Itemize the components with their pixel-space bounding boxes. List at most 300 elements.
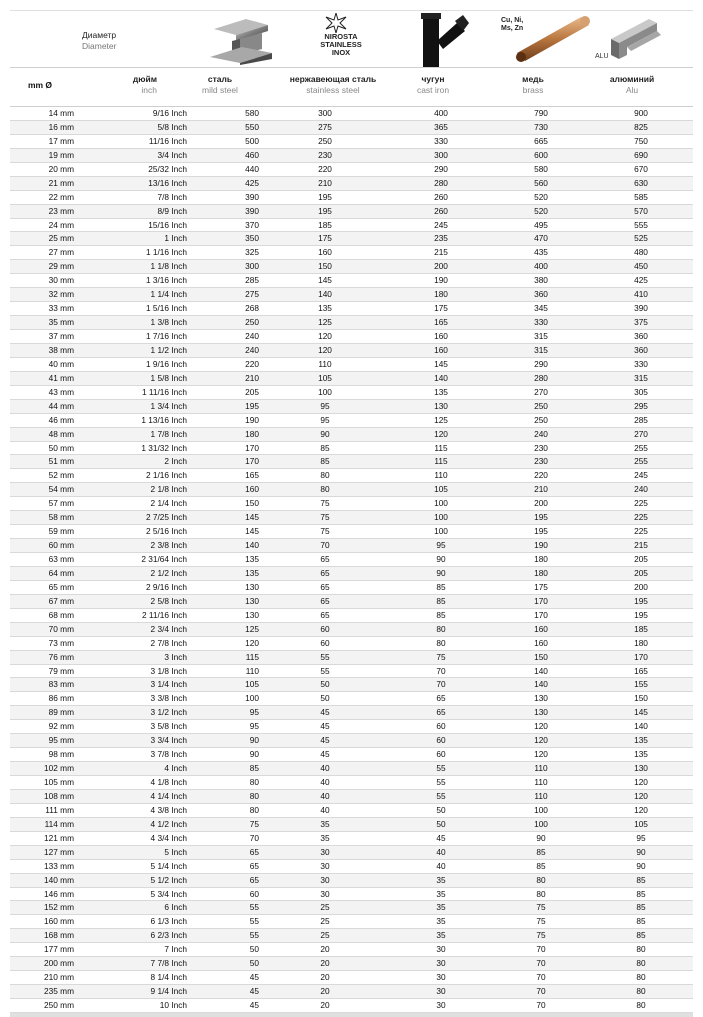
cell-alu: 245 (634, 470, 648, 481)
cell-steel: 80 (249, 804, 259, 815)
cell-mm: 32 mm (48, 289, 74, 300)
cell-alu: 85 (636, 916, 646, 927)
table-row (10, 776, 693, 790)
cell-inch: 1 7/8 Inch (150, 428, 187, 439)
cell-steel: 150 (245, 498, 259, 509)
cell-alu: 85 (636, 888, 646, 899)
table-row (10, 330, 693, 344)
cell-alu: 85 (636, 930, 646, 941)
table-row (10, 302, 693, 316)
cell-mm: 51 mm (48, 456, 74, 467)
cell-steel: 50 (249, 958, 259, 969)
cell-alu: 270 (634, 428, 648, 439)
cell-alu: 80 (636, 972, 646, 983)
table-row (10, 246, 693, 260)
cell-inch: 11/16 Inch (148, 135, 187, 146)
cell-mm: 111 mm (45, 804, 74, 815)
cell-mm: 58 mm (48, 512, 74, 523)
cell-steel: 60 (249, 888, 259, 899)
cell-inch: 1 1/2 Inch (150, 344, 187, 355)
cell-alu: 180 (634, 637, 648, 648)
cell-stainless: 195 (318, 205, 332, 216)
cell-inch: 1 7/16 Inch (145, 331, 187, 341)
table-row (10, 260, 693, 274)
table-row (10, 567, 693, 581)
cell-steel: 390 (245, 205, 259, 216)
table-row (10, 414, 693, 428)
cell-mm: 22 mm (48, 191, 74, 202)
cell-steel: 120 (245, 637, 259, 648)
cell-steel: 130 (245, 581, 259, 592)
cell-inch: 1 5/8 Inch (150, 372, 187, 383)
table-row (10, 177, 693, 191)
cell-alu: 900 (634, 108, 648, 118)
cell-castiron: 120 (434, 428, 448, 439)
col-mm-header: mm Ø (27, 80, 53, 90)
cell-brass: 75 (536, 930, 546, 941)
cell-inch: 7 Inch (164, 944, 187, 955)
cell-stainless: 230 (318, 149, 332, 160)
cell-inch: 3 3/8 Inch (150, 693, 187, 704)
cell-mm: 38 mm (48, 344, 74, 355)
cell-alu: 200 (634, 581, 648, 592)
cell-mm: 35 mm (48, 317, 74, 328)
cell-inch: 2 1/16 Inch (145, 470, 187, 481)
cell-mm: 14 mm (48, 108, 74, 118)
table-row (10, 846, 693, 860)
cell-mm: 67 mm (48, 595, 74, 606)
cell-stainless: 45 (320, 721, 330, 732)
cell-brass: 85 (536, 860, 546, 871)
cell-steel: 55 (249, 930, 259, 941)
cell-castiron: 365 (434, 121, 448, 132)
cell-steel: 70 (249, 832, 259, 843)
cell-castiron: 85 (436, 581, 446, 592)
cell-steel: 85 (249, 763, 259, 774)
cell-castiron: 95 (436, 540, 446, 551)
table-body (10, 107, 693, 1013)
cell-steel: 140 (245, 540, 259, 551)
cell-stainless: 85 (320, 442, 330, 453)
table-row (10, 205, 693, 219)
col-inch-header: дюйм inch (132, 74, 157, 95)
cell-brass: 100 (534, 818, 548, 829)
cell-inch: 1 3/8 Inch (150, 317, 187, 328)
cell-mm: 25 mm (48, 233, 74, 244)
cell-castiron: 400 (434, 108, 448, 118)
cell-castiron: 30 (436, 958, 446, 969)
cell-stainless: 75 (320, 526, 330, 537)
table-bottom-border (10, 1013, 693, 1017)
table-row (10, 344, 693, 358)
cell-alu: 450 (634, 261, 648, 272)
cell-alu: 480 (634, 247, 648, 258)
cell-mm: 33 mm (48, 303, 74, 314)
cell-castiron: 100 (434, 526, 448, 537)
cell-alu: 255 (634, 456, 648, 467)
table-row (10, 386, 693, 400)
cell-stainless: 30 (320, 860, 330, 871)
cell-castiron: 50 (436, 804, 446, 815)
cell-inch: 4 1/2 Inch (150, 818, 187, 829)
cell-castiron: 215 (434, 247, 448, 258)
cell-brass: 195 (534, 526, 548, 537)
cell-steel: 440 (245, 163, 259, 174)
table-row (10, 651, 693, 665)
cell-steel: 145 (245, 512, 259, 523)
cell-inch: 1 5/16 Inch (145, 303, 187, 314)
cell-brass: 250 (534, 400, 548, 411)
cell-brass: 120 (534, 749, 548, 760)
cell-castiron: 330 (434, 135, 448, 146)
cell-brass: 110 (534, 777, 548, 787)
cell-alu: 255 (634, 442, 648, 453)
table-row (10, 985, 693, 999)
cell-steel: 145 (245, 526, 259, 537)
aluminium-profile-icon (605, 15, 665, 61)
cell-inch: 6 1/3 Inch (150, 916, 187, 927)
cell-alu: 315 (634, 372, 648, 383)
cell-stainless: 250 (318, 135, 332, 146)
cell-stainless: 300 (318, 108, 332, 118)
cell-inch: 3 3/4 Inch (150, 735, 187, 746)
cell-brass: 560 (534, 177, 548, 188)
cell-inch: 4 Inch (164, 763, 187, 774)
cell-brass: 200 (534, 498, 548, 509)
cell-brass: 70 (536, 944, 546, 955)
cell-stainless: 60 (320, 637, 330, 648)
cell-brass: 75 (536, 902, 546, 913)
cell-steel: 425 (245, 177, 259, 188)
cell-stainless: 135 (318, 303, 332, 314)
cell-stainless: 120 (318, 344, 332, 355)
cell-inch: 5 Inch (164, 846, 187, 857)
cell-mm: 105 mm (44, 777, 74, 787)
cell-alu: 690 (634, 149, 648, 160)
cell-mm: 127 mm (44, 846, 74, 857)
cell-alu: 630 (634, 177, 648, 188)
cell-alu: 670 (634, 163, 648, 174)
cell-inch: 1 3/16 Inch (145, 275, 187, 286)
cell-stainless: 50 (320, 679, 330, 690)
cell-mm: 29 mm (48, 261, 74, 272)
cell-brass: 270 (534, 386, 548, 397)
table-row (10, 860, 693, 874)
cell-stainless: 80 (320, 484, 330, 495)
cell-inch: 3 5/8 Inch (150, 721, 187, 732)
cell-inch: 5 3/4 Inch (150, 888, 187, 899)
cell-steel: 275 (245, 289, 259, 300)
cell-brass: 600 (534, 149, 548, 160)
cell-steel: 325 (245, 247, 259, 258)
cell-alu: 225 (634, 498, 648, 509)
cell-brass: 435 (534, 247, 548, 258)
cell-alu: 85 (636, 874, 646, 885)
cell-steel: 285 (245, 275, 259, 286)
table-row (10, 609, 693, 623)
cell-steel: 500 (245, 135, 259, 146)
cell-alu: 285 (634, 414, 648, 425)
cell-stainless: 35 (320, 818, 330, 829)
cell-mm: 63 mm (48, 554, 74, 564)
table-row (10, 581, 693, 595)
cast-iron-pipe-icon (409, 13, 469, 67)
cell-brass: 120 (534, 735, 548, 746)
cell-stainless: 175 (318, 233, 332, 244)
cell-stainless: 25 (320, 930, 330, 941)
cell-steel: 268 (245, 303, 259, 314)
cell-stainless: 30 (320, 874, 330, 885)
table-row (10, 818, 693, 832)
cell-alu: 80 (636, 944, 646, 955)
cell-steel: 110 (245, 665, 259, 676)
cell-stainless: 45 (320, 707, 330, 718)
cell-inch: 13/16 Inch (148, 177, 187, 188)
cell-steel: 205 (245, 386, 259, 397)
cell-inch: 1 9/16 Inch (145, 358, 187, 369)
cell-stainless: 40 (320, 763, 330, 774)
cell-castiron: 175 (434, 303, 448, 314)
nirosta-label: NIROSTA STAINLESS INOX (320, 32, 362, 57)
table-row (10, 288, 693, 302)
table-row (10, 874, 693, 888)
cell-stainless: 210 (318, 177, 332, 188)
table-row (10, 595, 693, 609)
cell-stainless: 85 (320, 456, 330, 467)
cell-mm: 146 mm (44, 888, 74, 899)
cell-steel: 80 (249, 777, 259, 787)
table-row (10, 637, 693, 651)
cell-castiron: 60 (436, 721, 446, 732)
cell-inch: 9 1/4 Inch (150, 986, 187, 997)
cell-castiron: 85 (436, 609, 446, 620)
cell-mm: 102 mm (44, 763, 74, 774)
cell-brass: 290 (534, 358, 548, 369)
cell-alu: 375 (634, 317, 648, 328)
cell-steel: 45 (249, 1000, 259, 1010)
col-stainless-header: нержавеющая сталь stainless steel (289, 74, 377, 95)
cell-steel: 50 (249, 944, 259, 955)
table-row (10, 358, 693, 372)
cell-castiron: 35 (436, 916, 446, 927)
cell-steel: 170 (245, 456, 259, 467)
cell-castiron: 180 (434, 289, 448, 300)
cell-alu: 135 (634, 735, 648, 746)
cell-steel: 125 (245, 623, 259, 634)
cell-mm: 92 mm (48, 721, 74, 732)
cell-castiron: 160 (434, 331, 448, 341)
table-row (10, 483, 693, 497)
cell-mm: 250 mm (44, 1000, 74, 1010)
cell-steel: 390 (245, 191, 259, 202)
brass-header-cell (491, 11, 591, 67)
cell-castiron: 60 (436, 749, 446, 760)
cell-castiron: 145 (434, 358, 448, 369)
cell-stainless: 30 (320, 846, 330, 857)
cell-stainless: 65 (320, 581, 330, 592)
cell-mm: 98 mm (48, 749, 74, 760)
cell-castiron: 90 (436, 554, 446, 564)
table-row (10, 692, 693, 706)
cell-steel: 460 (245, 149, 259, 160)
cell-inch: 1 3/4 Inch (150, 400, 187, 411)
cell-steel: 580 (245, 108, 259, 118)
cell-stainless: 160 (318, 247, 332, 258)
col-alu-header: алюминий Alu (609, 74, 655, 95)
cell-inch: 4 1/4 Inch (150, 790, 187, 801)
cell-brass: 70 (536, 986, 546, 997)
table-row (10, 623, 693, 637)
cell-alu: 410 (634, 289, 648, 300)
cell-alu: 140 (634, 721, 648, 732)
cell-castiron: 160 (434, 344, 448, 355)
table-row (10, 539, 693, 553)
cell-inch: 4 3/8 Inch (150, 804, 187, 815)
cell-stainless: 75 (320, 512, 330, 523)
cell-inch: 2 5/16 Inch (145, 526, 187, 537)
cell-brass: 130 (534, 693, 548, 704)
cell-brass: 345 (534, 303, 548, 314)
cell-castiron: 35 (436, 874, 446, 885)
cell-brass: 80 (536, 888, 546, 899)
cell-stainless: 20 (320, 958, 330, 969)
cell-castiron: 100 (434, 498, 448, 509)
cell-brass: 470 (534, 233, 548, 244)
cell-steel: 65 (249, 860, 259, 871)
table-row (10, 469, 693, 483)
cell-stainless: 20 (320, 944, 330, 955)
cell-castiron: 55 (436, 763, 446, 774)
cell-mm: 64 mm (48, 567, 74, 578)
cell-brass: 250 (534, 414, 548, 425)
cell-mm: 54 mm (48, 484, 74, 495)
cell-stainless: 40 (320, 777, 330, 787)
cell-inch: 2 9/16 Inch (145, 581, 187, 592)
cell-mm: 30 mm (48, 275, 74, 286)
cell-steel: 105 (245, 679, 259, 690)
col-steel-header: сталь mild steel (202, 74, 238, 95)
cell-castiron: 300 (434, 149, 448, 160)
cell-castiron: 50 (436, 818, 446, 829)
table-row (10, 400, 693, 414)
cell-stainless: 95 (320, 400, 330, 411)
table-row (10, 455, 693, 469)
cell-brass: 400 (534, 261, 548, 272)
cell-stainless: 45 (320, 735, 330, 746)
cell-brass: 120 (534, 721, 548, 732)
cell-mm: 70 mm (48, 623, 74, 634)
cell-castiron: 135 (434, 386, 448, 397)
cell-alu: 215 (634, 540, 648, 551)
cell-castiron: 30 (436, 986, 446, 997)
cell-stainless: 25 (320, 902, 330, 913)
cell-castiron: 200 (434, 261, 448, 272)
table-row (10, 720, 693, 734)
cell-castiron: 65 (436, 707, 446, 718)
cell-steel: 160 (245, 484, 259, 495)
table-row (10, 232, 693, 246)
cell-mm: 46 mm (48, 414, 74, 425)
cell-mm: 16 mm (48, 121, 74, 132)
table-row (10, 497, 693, 511)
cell-mm: 19 mm (48, 149, 74, 160)
cell-alu: 165 (634, 665, 648, 676)
cell-stainless: 185 (318, 219, 332, 230)
cell-inch: 1 13/16 Inch (141, 414, 187, 425)
table-row (10, 274, 693, 288)
table-row (10, 999, 693, 1013)
cell-inch: 2 Inch (164, 456, 187, 467)
cell-stainless: 110 (318, 358, 332, 369)
material-images-row (10, 10, 693, 67)
cell-stainless: 220 (318, 163, 332, 174)
cell-stainless: 100 (318, 386, 332, 397)
cell-inch: 3 1/2 Inch (150, 707, 187, 718)
cell-mm: 108 mm (44, 790, 74, 801)
cell-brass: 580 (534, 163, 548, 174)
cell-inch: 2 7/8 Inch (150, 637, 187, 648)
cell-alu: 170 (634, 651, 648, 662)
cell-brass: 110 (534, 790, 548, 801)
cell-mm: 68 mm (48, 609, 74, 620)
cell-mm: 140 mm (44, 874, 74, 885)
cell-brass: 380 (534, 275, 548, 286)
cell-steel: 300 (245, 261, 259, 272)
cell-castiron: 55 (436, 790, 446, 801)
cell-alu: 120 (634, 804, 648, 815)
diameter-header-cell (10, 11, 203, 67)
cell-stainless: 195 (318, 191, 332, 202)
table-row (10, 790, 693, 804)
cell-steel: 80 (249, 790, 259, 801)
cell-stainless: 125 (318, 317, 332, 328)
cell-steel: 130 (245, 609, 259, 620)
cell-steel: 350 (245, 233, 259, 244)
cell-castiron: 280 (434, 177, 448, 188)
cell-stainless: 65 (320, 595, 330, 606)
cell-inch: 1 1/8 Inch (150, 261, 187, 272)
table-row (10, 149, 693, 163)
cell-mm: 133 mm (44, 860, 74, 871)
cell-brass: 150 (534, 651, 548, 662)
cell-mm: 23 mm (48, 205, 74, 216)
cell-steel: 135 (245, 554, 259, 564)
cell-alu: 330 (634, 358, 648, 369)
cell-stainless: 40 (320, 804, 330, 815)
cell-steel: 90 (249, 735, 259, 746)
cell-inch: 5 1/4 Inch (150, 860, 187, 871)
cell-alu: 90 (636, 860, 646, 871)
cell-brass: 175 (534, 581, 548, 592)
alu-label: ALU (595, 53, 609, 60)
cell-stainless: 30 (320, 888, 330, 899)
table-row (10, 665, 693, 679)
cell-stainless: 60 (320, 623, 330, 634)
speed-table (10, 10, 693, 1017)
cell-mm: 27 mm (48, 247, 74, 258)
cell-inch: 2 11/16 Inch (141, 609, 187, 620)
cell-inch: 1 1/16 Inch (145, 247, 187, 258)
cell-steel: 65 (249, 874, 259, 885)
table-row (10, 804, 693, 818)
cell-steel: 180 (245, 428, 259, 439)
cell-brass: 360 (534, 289, 548, 300)
cell-brass: 100 (534, 804, 548, 815)
cell-castiron: 35 (436, 888, 446, 899)
cell-mm: 50 mm (48, 442, 74, 453)
cell-castiron: 65 (436, 693, 446, 704)
cell-alu: 155 (634, 679, 648, 690)
